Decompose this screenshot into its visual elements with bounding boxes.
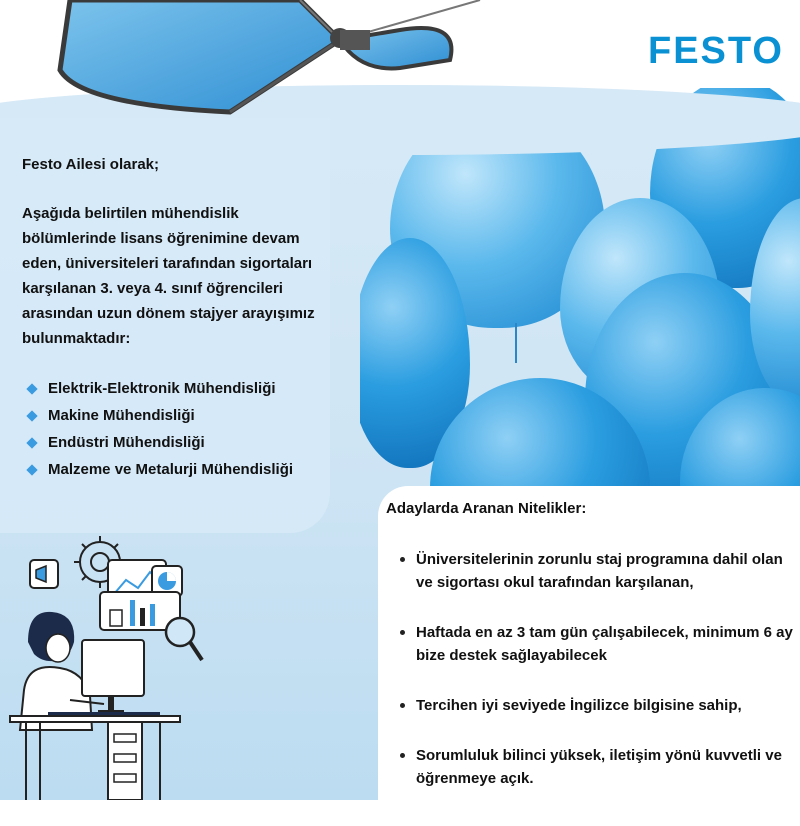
bullet-icon <box>400 630 405 635</box>
office-worker-illustration <box>0 520 330 800</box>
intro-description: Aşağıda belirtilen mühendislik bölümlerinde lisans öğrenimine devam eden, üniversiteleri tarafından sigortaları karşılanan 3. veya 4. sınıf öğrencileri arasından uzun dönem stajyer arayışımız bulunmaktadır: <box>22 205 315 347</box>
list-item: Elektrik-Elektronik Mühendisliği <box>22 375 332 402</box>
diamond-bullet-icon <box>26 383 37 394</box>
list-item: Üniversitelerinin zorunlu staj programına dahil olan ve sigortası okul tarafından karşılanan, <box>400 548 795 594</box>
festo-logo: FESTO <box>648 30 784 72</box>
diamond-bullet-icon <box>26 410 37 421</box>
qualifications-title: Adaylarda Aranan Nitelikler: <box>386 500 587 517</box>
qualifications-list <box>400 548 795 817</box>
diamond-bullet-icon <box>26 464 37 475</box>
bullet-icon <box>400 703 405 708</box>
magnifier-icon <box>166 618 202 660</box>
bullet-icon <box>400 753 405 758</box>
department-list <box>22 375 332 483</box>
bionic-butterfly-image <box>40 0 490 120</box>
list-item: Malzeme ve Metalurji Mühendisliği <box>22 456 332 483</box>
megaphone-icon <box>30 560 58 588</box>
bullet-icon <box>400 557 405 562</box>
diamond-bullet-icon <box>26 437 37 448</box>
list-item: Endüstri Mühendisliği <box>22 429 332 456</box>
intro-heading: Festo Ailesi olarak; <box>22 156 159 173</box>
intro-section <box>22 152 332 483</box>
list-item: Makine Mühendisliği <box>22 402 332 429</box>
list-item: Sorumluluk bilinci yüksek, iletişim yönü kuvvetli ve öğrenmeye açık. <box>400 744 795 790</box>
list-item: Tercihen iyi seviyede İngilizce bilgisine sahip, <box>400 694 795 717</box>
list-item: Haftada en az 3 tam gün çalışabilecek, minimum 6 ay bize destek sağlayabilecek <box>400 621 795 667</box>
